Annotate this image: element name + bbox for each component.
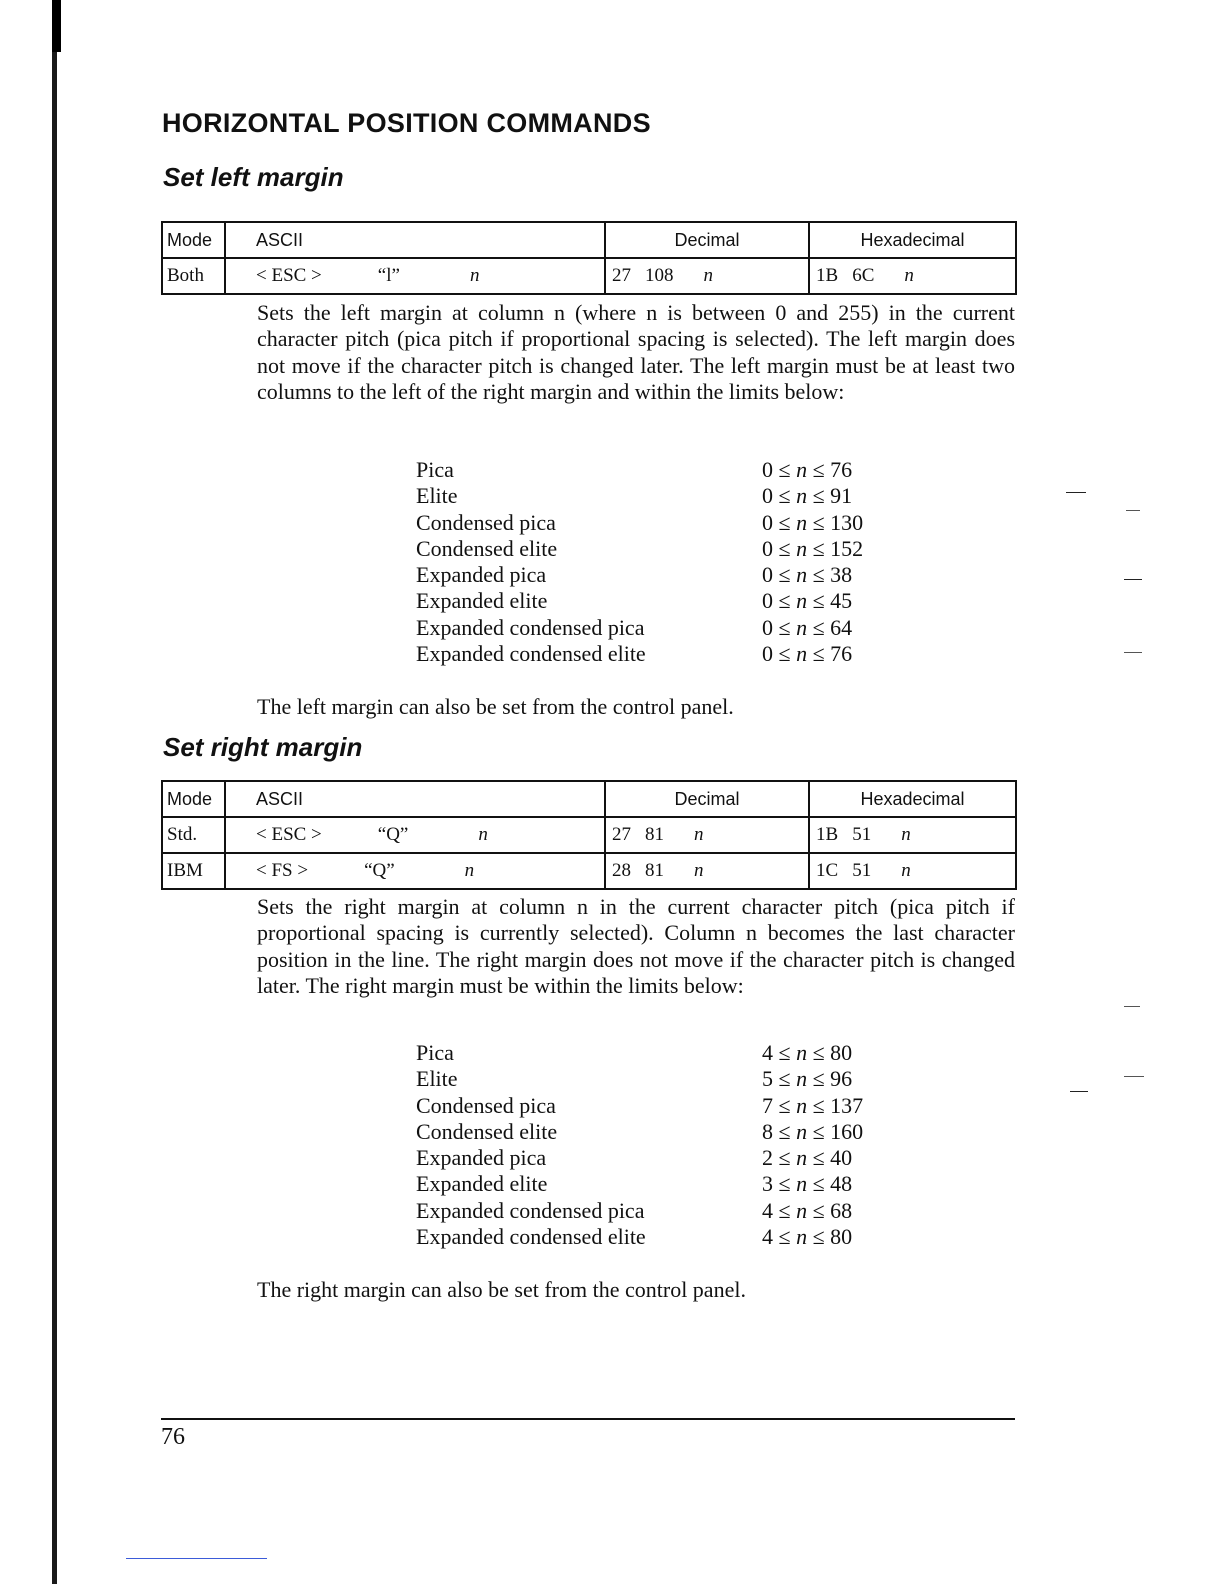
limit-row	[416, 1066, 916, 1092]
table-row	[162, 817, 1016, 853]
limit-row	[416, 510, 916, 536]
limit-label: Expanded condensed elite	[416, 1224, 646, 1250]
hex-token: 51	[852, 824, 872, 845]
limit-row	[416, 615, 916, 641]
ascii-cell	[225, 817, 605, 853]
limit-row	[416, 1093, 916, 1119]
mode-cell: Std.	[162, 817, 225, 853]
mode-cell: Both	[162, 258, 225, 294]
limit-range: 0 ≤ n ≤ 76	[762, 641, 853, 667]
right-margin-description: Sets the right margin at column n in the current character pitch (pica pitch if proportional spacing is currently selected). Column n becomes the last character position in the line. The right margin does not move if the character pitch is changed later. The right margin must be within the limits below:	[257, 894, 1015, 998]
footer-rule	[161, 1418, 1015, 1420]
ascii-token: “Q”	[364, 860, 395, 881]
limit-range: 0 ≤ n ≤ 91	[762, 483, 853, 509]
hex-token: n	[901, 860, 911, 881]
limit-range: 5 ≤ n ≤ 96	[762, 1066, 853, 1092]
limit-label: Expanded condensed pica	[416, 614, 645, 640]
decimal-token: n	[694, 824, 704, 845]
limit-row	[416, 1198, 916, 1224]
right-margin-command-table	[161, 780, 1017, 890]
limit-range: 0 ≤ n ≤ 76	[762, 457, 853, 482]
section-title: HORIZONTAL POSITION COMMANDS	[162, 108, 651, 138]
limit-row	[416, 457, 916, 483]
header-decimal: Decimal	[605, 222, 809, 258]
limit-row	[416, 641, 916, 667]
hex-token: n	[904, 265, 914, 286]
limit-range: 4 ≤ n ≤ 80	[762, 1224, 853, 1250]
hex-cell	[809, 817, 1016, 853]
left-margin-command-table	[161, 221, 1017, 295]
limit-range: 3 ≤ n ≤ 48	[762, 1171, 853, 1197]
limit-range: 2 ≤ n ≤ 40	[762, 1145, 853, 1171]
limit-range: 8 ≤ n ≤ 160	[762, 1118, 864, 1144]
limit-row	[416, 1119, 916, 1145]
limit-label: Elite	[416, 1066, 458, 1092]
decimal-cell	[605, 853, 809, 889]
right-margin-title: Set right margin	[163, 732, 363, 762]
limit-label: Expanded elite	[416, 588, 548, 614]
decimal-token: 27	[612, 824, 631, 845]
page-binding-edge	[52, 0, 57, 1584]
header-hexadecimal: Hexadecimal	[809, 781, 1016, 817]
header-decimal: Decimal	[605, 781, 809, 817]
hex-cell	[809, 853, 1016, 889]
limit-label: Condensed pica	[416, 1092, 556, 1118]
ascii-token: < FS >	[256, 860, 309, 881]
limit-range: 0 ≤ n ≤ 38	[762, 562, 853, 588]
hex-token: 51	[852, 860, 872, 881]
ascii-token: “l”	[377, 265, 400, 286]
left-margin-note: The left margin can also be set from the control panel.	[257, 694, 734, 719]
decimal-token: 28	[612, 860, 631, 881]
limit-row	[416, 483, 916, 509]
limit-label: Expanded elite	[416, 1171, 548, 1197]
decimal-token: n	[703, 265, 713, 286]
limit-label: Condensed elite	[416, 535, 558, 561]
header-hexadecimal: Hexadecimal	[809, 222, 1016, 258]
ascii-token: n	[464, 860, 475, 881]
hex-token: 6C	[852, 265, 875, 286]
header-mode: Mode	[162, 222, 225, 258]
header-mode: Mode	[162, 781, 225, 817]
header-ascii: ASCII	[225, 781, 605, 817]
decimal-token: 81	[645, 824, 664, 845]
ascii-token: n	[478, 824, 488, 845]
limit-range: 0 ≤ n ≤ 64	[762, 614, 853, 640]
ascii-cell	[225, 258, 605, 294]
ascii-token: < ESC >	[256, 265, 322, 286]
limit-row	[416, 1224, 916, 1250]
limit-range: 0 ≤ n ≤ 152	[762, 535, 864, 561]
limit-label: Condensed elite	[416, 1118, 558, 1144]
decimal-token: 27	[612, 265, 631, 286]
limit-range: 0 ≤ n ≤ 130	[762, 509, 864, 535]
limit-row	[416, 1171, 916, 1197]
table-row	[162, 853, 1016, 889]
hex-token: 1C	[816, 860, 839, 881]
limit-label: Condensed pica	[416, 509, 556, 535]
table-row	[162, 258, 1016, 294]
ascii-token: < ESC >	[256, 824, 322, 845]
hex-token: 1B	[816, 265, 839, 286]
decimal-cell	[605, 258, 809, 294]
hex-cell	[809, 258, 1016, 294]
decimal-cell	[605, 817, 809, 853]
ascii-cell	[225, 853, 605, 889]
table-header-row	[162, 781, 1016, 817]
limit-label: Pica	[416, 1040, 454, 1065]
left-margin-title: Set left margin	[163, 162, 344, 192]
limit-range: 0 ≤ n ≤ 45	[762, 588, 853, 614]
scan-edge-rule	[126, 1558, 267, 1559]
decimal-token: 81	[645, 860, 664, 881]
page-binding-corner	[52, 0, 61, 52]
limit-label: Expanded pica	[416, 1145, 547, 1171]
hex-token: 1B	[816, 824, 839, 845]
hex-token: n	[901, 824, 911, 845]
limit-range: 4 ≤ n ≤ 68	[762, 1197, 853, 1223]
left-margin-limits	[416, 457, 916, 667]
limit-label: Expanded condensed pica	[416, 1197, 645, 1223]
limit-row	[416, 588, 916, 614]
limit-label: Expanded condensed elite	[416, 641, 646, 667]
right-margin-limits	[416, 1040, 916, 1250]
right-margin-note: The right margin can also be set from the control panel.	[257, 1277, 746, 1302]
ascii-token: n	[469, 265, 480, 286]
left-margin-description: Sets the left margin at column n (where n is between 0 and 255) in the current character pitch (pica pitch if proportional spacing is selected). The left margin does not move if the character pitch is changed later. The left margin must be at least two columns to the left of the right margin and within the limits below:	[257, 300, 1015, 404]
limit-row	[416, 536, 916, 562]
limit-range: 7 ≤ n ≤ 137	[762, 1092, 864, 1118]
header-ascii: ASCII	[225, 222, 605, 258]
limit-label: Elite	[416, 483, 458, 509]
table-header-row	[162, 222, 1016, 258]
decimal-token: 108	[645, 265, 674, 286]
limit-row	[416, 1145, 916, 1171]
limit-label: Expanded pica	[416, 562, 547, 588]
decimal-token: n	[694, 860, 704, 881]
limit-label: Pica	[416, 457, 454, 482]
limit-row	[416, 1040, 916, 1066]
page-number: 76	[161, 1424, 185, 1450]
ascii-token: “Q”	[377, 824, 409, 845]
limit-row	[416, 562, 916, 588]
mode-cell: IBM	[162, 853, 225, 889]
limit-range: 4 ≤ n ≤ 80	[762, 1040, 853, 1065]
